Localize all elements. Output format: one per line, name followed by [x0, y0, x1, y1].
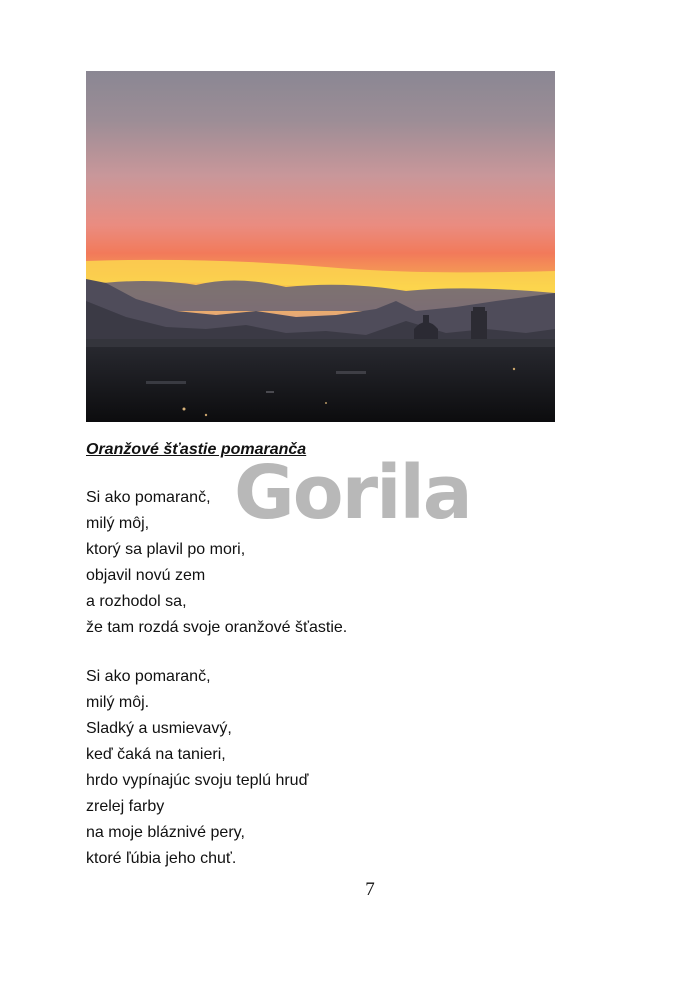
poem-line: milý môj, — [86, 515, 150, 532]
poem-line: Si ako pomaranč, — [86, 489, 211, 506]
poem-line: Sladký a usmievavý, — [86, 720, 232, 737]
poem-line: milý môj. — [86, 694, 150, 711]
page-number: 7 — [365, 879, 375, 900]
poem-line: keď čaká na tanieri, — [86, 746, 226, 763]
poem-line: ktoré ľúbia jeho chuť. — [86, 850, 237, 867]
sunset-photo — [86, 71, 555, 422]
poem-line: a rozhodol sa, — [86, 593, 187, 610]
poem-stanza — [86, 664, 308, 872]
poem-line: zrelej farby — [86, 798, 165, 815]
gorila-watermark-logo: Gorila — [234, 450, 471, 536]
poem-line: objavil novú zem — [86, 567, 206, 584]
poem-line: ktorý sa plavil po mori, — [86, 541, 246, 558]
poem-line: na moje bláznivé pery, — [86, 824, 245, 841]
poem-title: Oranžové šťastie pomaranča — [86, 441, 307, 458]
sunset-photo-icon — [86, 71, 555, 422]
poem-line: hrdo vypínajúc svoju teplú hruď — [86, 772, 309, 789]
poem-line: že tam rozdá svoje oranžové šťastie. — [86, 619, 348, 636]
poem-stanza — [86, 485, 347, 641]
poem-line: Si ako pomaranč, — [86, 668, 211, 685]
